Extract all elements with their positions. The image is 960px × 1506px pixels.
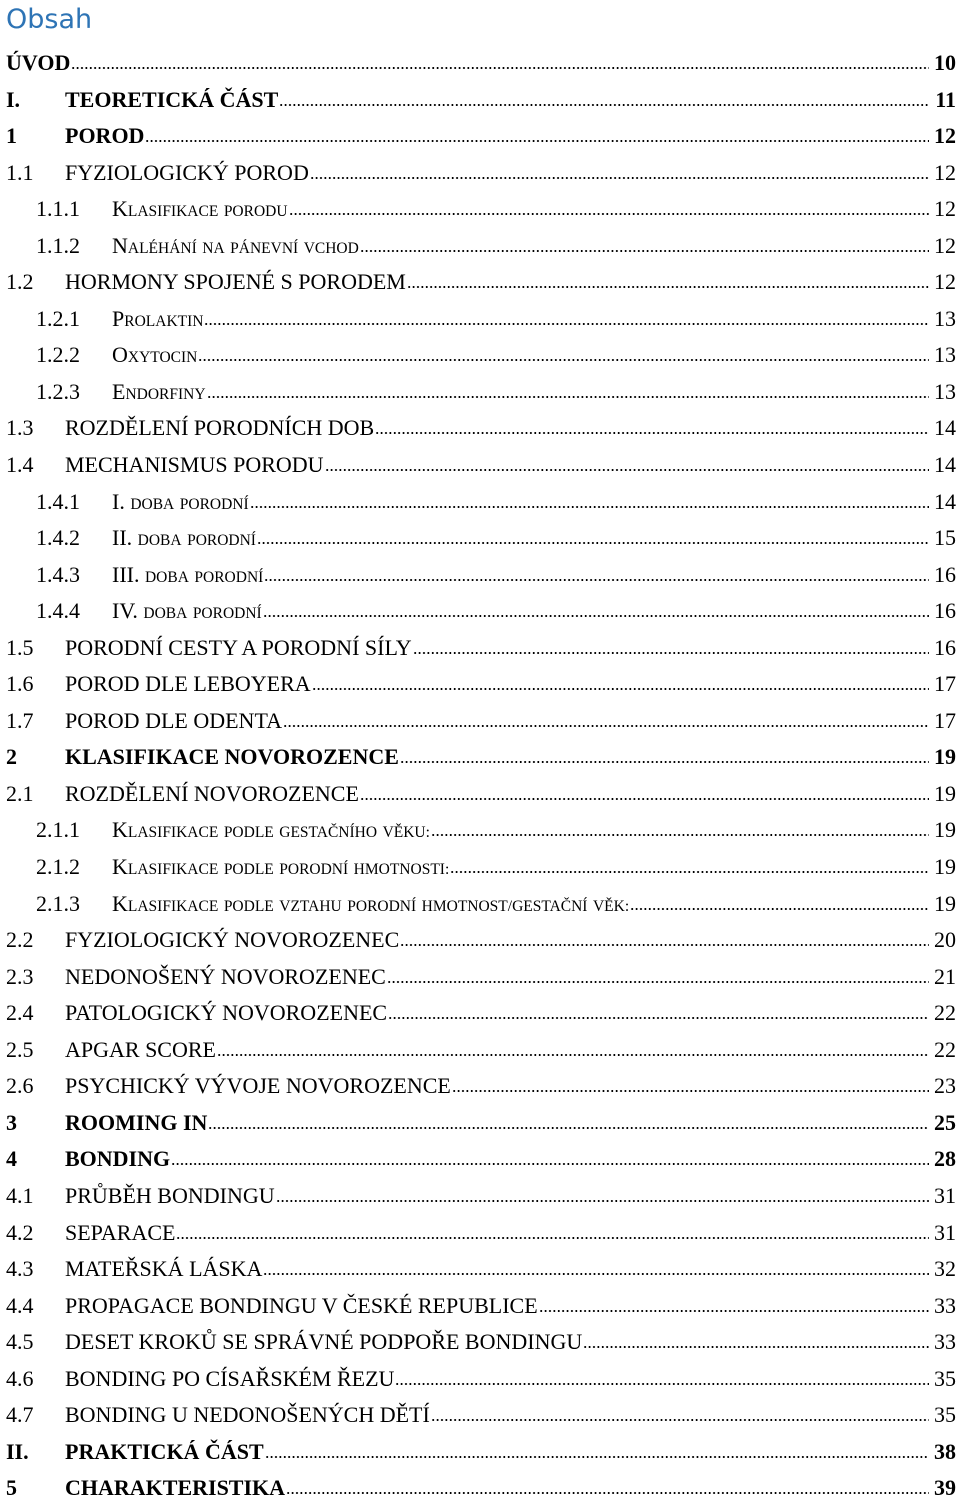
toc-entry[interactable] [6, 781, 956, 807]
toc-row[interactable] [0, 117, 960, 154]
toc-entry-title: IV. DOBA PORODNÍ [112, 598, 262, 624]
dot-leader [263, 598, 929, 618]
toc-page-number: 19 [934, 780, 956, 806]
toc-page-number: 13 [934, 305, 956, 331]
dot-leader [400, 927, 929, 947]
toc-page-number: 31 [934, 1219, 956, 1245]
toc-page-number: 12 [934, 269, 956, 295]
toc-entry-title: ROZDĚLENÍ PORODNÍCH DOB [65, 415, 375, 441]
toc-page-number: 19 [934, 854, 956, 880]
toc-row[interactable] [0, 373, 960, 410]
toc-entry-title: ROZDĚLENÍ NOVOROZENCE [65, 780, 359, 806]
toc-row[interactable] [0, 1433, 960, 1470]
toc-entry-number: 4.2 [6, 1219, 34, 1245]
toc-entry-number: 1.6 [6, 671, 34, 697]
toc-entry-title: I. DOBA PORODNÍ [112, 488, 249, 514]
toc-entry[interactable] [6, 1073, 956, 1099]
toc-page-number: 32 [934, 1256, 956, 1282]
toc-entry-number: 2.1.2 [36, 854, 80, 880]
toc-row[interactable] [0, 592, 960, 629]
toc-entry-title: BONDING PO CÍSAŘSKÉM ŘEZU [65, 1365, 395, 1391]
page-title: Obsah [6, 4, 93, 35]
toc-entry[interactable] [6, 1439, 956, 1465]
toc-entry[interactable] [6, 1475, 956, 1501]
dot-leader [145, 123, 929, 143]
toc-entry[interactable] [6, 1037, 956, 1063]
dot-leader [263, 1256, 929, 1276]
toc-page-number: 28 [934, 1146, 956, 1172]
toc-row[interactable] [0, 958, 960, 995]
dot-leader [204, 306, 929, 326]
toc-page-number: 21 [934, 963, 956, 989]
toc-entry-number: 2.1.1 [36, 817, 80, 843]
toc-entry[interactable] [6, 671, 956, 697]
toc-entry[interactable] [6, 1366, 956, 1392]
toc-row[interactable] [0, 702, 960, 739]
dot-leader [176, 1220, 929, 1240]
toc-row[interactable] [0, 190, 960, 227]
toc-row[interactable] [0, 409, 960, 446]
toc-row[interactable] [0, 556, 960, 593]
toc-row[interactable] [0, 848, 960, 885]
toc-entry-title: III. DOBA PORODNÍ [112, 561, 264, 587]
toc-row[interactable] [0, 227, 960, 264]
toc-row[interactable] [0, 921, 960, 958]
toc-entry-title: KLASIFIKACE PODLE GESTAČNÍHO VĚKU: [112, 817, 430, 843]
toc-entry-number: 4.6 [6, 1365, 34, 1391]
toc-row[interactable] [0, 1177, 960, 1214]
toc-entry-title: HORMONY SPOJENÉ S PORODEM [65, 269, 406, 295]
toc-row[interactable] [0, 885, 960, 922]
dot-leader [310, 160, 929, 180]
toc-entry[interactable] [6, 1000, 956, 1026]
toc-row[interactable] [0, 775, 960, 812]
toc-page-number: 15 [934, 525, 956, 551]
dot-leader [279, 87, 929, 107]
toc-entry[interactable] [6, 964, 956, 990]
toc-entry-number: 4.1 [6, 1182, 34, 1208]
dot-leader [289, 196, 929, 216]
toc-entry-title: PORODNÍ CESTY A PORODNÍ SÍLY [65, 634, 412, 660]
dot-leader [283, 708, 929, 728]
toc-entry-title: KLASIFIKACE NOVOROZENCE [65, 744, 399, 770]
dot-leader [375, 415, 929, 435]
dot-leader [312, 671, 929, 691]
toc-page-number: 17 [934, 671, 956, 697]
toc-page-number: 22 [934, 1000, 956, 1026]
toc-entry-title: ROOMING IN [65, 1109, 208, 1135]
dot-leader [276, 1183, 929, 1203]
toc-entry-title: TEORETICKÁ ČÁST [65, 86, 279, 112]
toc-row[interactable] [0, 811, 960, 848]
toc-row[interactable] [0, 1104, 960, 1141]
toc-page-number: 35 [934, 1365, 956, 1391]
toc-row[interactable] [0, 1250, 960, 1287]
toc-page-number: 14 [934, 415, 956, 441]
toc-entry[interactable] [36, 598, 956, 627]
toc-entry-title: MECHANISMUS PORODU [65, 452, 324, 478]
toc-entry-title: ENDORFINY [112, 378, 206, 404]
toc-row[interactable] [0, 154, 960, 191]
dot-leader [395, 1366, 929, 1386]
dot-leader [431, 817, 929, 837]
toc-entry[interactable] [6, 452, 956, 478]
toc-entry[interactable] [36, 489, 956, 518]
toc-page-number: 25 [934, 1109, 956, 1135]
dot-leader [217, 1037, 929, 1057]
dot-leader [452, 1073, 929, 1093]
dot-leader [360, 781, 929, 801]
toc-entry-title: BONDING U NEDONOŠENÝCH DĚTÍ [65, 1402, 430, 1428]
toc-row[interactable] [0, 1067, 960, 1104]
toc-entry[interactable] [36, 525, 956, 554]
toc-entry-number: 1.4.2 [36, 525, 80, 551]
toc-row[interactable] [0, 1323, 960, 1360]
toc-row[interactable] [0, 1214, 960, 1251]
toc-entry-number: ÚVOD [6, 50, 71, 75]
toc-entry-title: FYZIOLOGICKÝ POROD [65, 159, 309, 185]
toc-entry-number: 1.4.4 [36, 598, 80, 624]
toc-entry-title: II. DOBA PORODNÍ [112, 525, 256, 551]
toc-entry-title: PRAKTICKÁ ČÁST [65, 1438, 264, 1464]
toc-entry-title: POROD DLE LEBOYERA [65, 671, 311, 697]
toc-entry-number: 1.5 [6, 634, 34, 660]
toc-entry-number: 5 [6, 1475, 17, 1501]
toc-row[interactable] [0, 1031, 960, 1068]
dot-leader [250, 489, 929, 509]
toc-row[interactable] [0, 1287, 960, 1324]
toc-row[interactable] [0, 81, 960, 118]
toc-entry-number: 2.3 [6, 963, 34, 989]
toc-page-number: 22 [934, 1036, 956, 1062]
toc-row[interactable] [0, 263, 960, 300]
dot-leader [198, 342, 929, 362]
toc-page-number: 33 [934, 1329, 956, 1355]
toc-entry[interactable] [6, 123, 956, 149]
toc-page-number: 16 [934, 634, 956, 660]
toc-entry[interactable] [6, 1220, 956, 1246]
toc-entry-number: 1.2 [6, 269, 34, 295]
toc-row[interactable] [0, 300, 960, 337]
toc-entry[interactable] [6, 1183, 956, 1209]
dot-leader [387, 964, 929, 984]
toc-row[interactable] [0, 629, 960, 666]
dot-leader [450, 854, 929, 874]
toc-page-number: 12 [934, 196, 956, 222]
dot-leader [71, 50, 929, 70]
toc-row[interactable] [0, 1360, 960, 1397]
toc-entry[interactable] [36, 342, 956, 371]
dot-leader [388, 1000, 929, 1020]
toc-entry-number: 1 [6, 123, 17, 149]
toc-entry-number: 1.1.1 [36, 196, 80, 222]
dot-leader [286, 1475, 929, 1495]
toc-entry-number: 2.5 [6, 1036, 34, 1062]
toc-entry-title: POROD DLE ODENTA [65, 707, 283, 733]
toc-entry-title: OXYTOCIN [112, 342, 198, 368]
toc-entry[interactable] [36, 379, 956, 408]
toc-entry-number: 2.1.3 [36, 890, 80, 916]
toc-entry[interactable] [36, 854, 956, 883]
dot-leader [413, 635, 929, 655]
dot-leader [630, 891, 929, 911]
toc-entry-title: PROLAKTIN [112, 305, 204, 331]
toc-entry-title: SEPARACE [65, 1219, 176, 1245]
toc-page-number: 19 [934, 817, 956, 843]
toc-entry-number: 2 [6, 744, 17, 770]
toc-entry[interactable] [36, 891, 956, 920]
toc-entry-title: PATOLOGICKÝ NOVOROZENEC [65, 1000, 388, 1026]
toc-entry-number: 1.1.2 [36, 232, 80, 258]
toc-entry-number: 4.3 [6, 1256, 34, 1282]
toc-entry[interactable] [6, 635, 956, 661]
toc-entry-title: POROD [65, 123, 145, 149]
toc-entry[interactable] [6, 1256, 956, 1282]
toc-entry[interactable] [6, 1329, 956, 1355]
toc-page-number: 20 [934, 927, 956, 953]
table-of-contents [0, 44, 960, 1506]
toc-entry[interactable] [6, 708, 956, 734]
toc-entry-title: APGAR SCORE [65, 1036, 216, 1062]
dot-leader [539, 1293, 929, 1313]
toc-entry-number: 4.5 [6, 1329, 34, 1355]
toc-entry[interactable] [6, 87, 956, 113]
toc-page-number: 33 [934, 1292, 956, 1318]
toc-entry[interactable] [6, 1402, 956, 1428]
toc-page-number: 12 [934, 232, 956, 258]
toc-entry-number: 4 [6, 1146, 17, 1172]
toc-page-number: 23 [934, 1073, 956, 1099]
toc-entry-title: PRŮBĚH BONDINGU [65, 1182, 275, 1208]
dot-leader [325, 452, 929, 472]
toc-entry-title: PROPAGACE BONDINGU V ČESKÉ REPUBLICE [65, 1292, 538, 1318]
toc-entry-number: 3 [6, 1109, 17, 1135]
toc-page-number: 31 [934, 1182, 956, 1208]
toc-entry-number: 1.1 [6, 159, 34, 185]
toc-page-number: 11 [935, 86, 956, 112]
toc-entry-number: 4.7 [6, 1402, 34, 1428]
toc-entry-title: DESET KROKŮ SE SPRÁVNÉ PODPOŘE BONDINGU [65, 1329, 583, 1355]
toc-page-number: 39 [934, 1475, 956, 1501]
toc-row[interactable] [0, 738, 960, 775]
toc-entry-number: 1.2.2 [36, 342, 80, 368]
toc-entry-title: NEDONOŠENÝ NOVOROZENEC [65, 963, 386, 989]
toc-row[interactable] [0, 519, 960, 556]
dot-leader [264, 562, 929, 582]
dot-leader [208, 1110, 929, 1130]
toc-entry-title: BONDING [65, 1146, 171, 1172]
toc-row[interactable] [0, 446, 960, 483]
toc-page-number: 16 [934, 561, 956, 587]
toc-page-number: 14 [934, 488, 956, 514]
toc-entry[interactable] [6, 269, 956, 295]
toc-page-number: 16 [934, 598, 956, 624]
toc-entry-number: 2.6 [6, 1073, 34, 1099]
toc-entry-title: CHARAKTERISTIKA [65, 1475, 286, 1501]
toc-page-number: 12 [934, 123, 956, 149]
toc-entry[interactable] [6, 160, 956, 186]
toc-entry[interactable] [6, 1146, 956, 1172]
toc-entry-number: 1.4 [6, 452, 34, 478]
toc-page-number: 19 [934, 744, 956, 770]
toc-entry-title: KLASIFIKACE PODLE PORODNÍ HMOTNOSTI: [112, 854, 450, 880]
toc-entry-number: 2.1 [6, 780, 34, 806]
toc-row[interactable] [0, 665, 960, 702]
toc-page-number: 13 [934, 342, 956, 368]
dot-leader [583, 1329, 929, 1349]
toc-entry[interactable] [6, 744, 956, 770]
toc-entry[interactable] [6, 927, 956, 953]
toc-entry-number: 1.2.3 [36, 378, 80, 404]
toc-page-number: 13 [934, 378, 956, 404]
toc-page-number: 38 [934, 1438, 956, 1464]
toc-entry[interactable] [6, 415, 956, 441]
toc-entry-title: KLASIFIKACE PODLE VZTAHU PORODNÍ HMOTNOST/GESTAČNÍ VĚK: [112, 890, 630, 916]
toc-page-number: 17 [934, 707, 956, 733]
toc-entry-title: KLASIFIKACE PORODU [112, 196, 288, 222]
toc-entry-number: 2.4 [6, 1000, 34, 1026]
toc-page-number: 12 [934, 159, 956, 185]
toc-entry[interactable] [36, 562, 956, 591]
toc-entry-title: NALÉHÁNÍ NA PÁNEVNÍ VCHOD [112, 232, 359, 258]
dot-leader [360, 233, 929, 253]
toc-entry-number: 1.3 [6, 415, 34, 441]
toc-entry-number: 1.4.3 [36, 561, 80, 587]
toc-page-number: 14 [934, 452, 956, 478]
dot-leader [171, 1146, 929, 1166]
toc-entry-number: I. [6, 86, 21, 112]
toc-entry[interactable] [6, 50, 956, 76]
toc-entry-number: 4.4 [6, 1292, 34, 1318]
toc-entry[interactable] [36, 306, 956, 335]
toc-page-number: 35 [934, 1402, 956, 1428]
toc-row[interactable] [0, 994, 960, 1031]
toc-row[interactable] [0, 1140, 960, 1177]
dot-leader [257, 525, 929, 545]
dot-leader [265, 1439, 929, 1459]
toc-entry[interactable] [36, 233, 956, 262]
dot-leader [431, 1402, 929, 1422]
toc-entry-title: PSYCHICKÝ VÝVOJE NOVOROZENCE [65, 1073, 451, 1099]
toc-page-number: 10 [934, 50, 956, 75]
toc-entry-number: 1.2.1 [36, 305, 80, 331]
dot-leader [207, 379, 929, 399]
dot-leader [407, 269, 929, 289]
toc-row[interactable] [0, 1469, 960, 1506]
toc-row[interactable] [0, 1396, 960, 1433]
toc-entry-number: 1.7 [6, 707, 34, 733]
toc-entry-title: FYZIOLOGICKÝ NOVOROZENEC [65, 927, 400, 953]
toc-page-number: 19 [934, 890, 956, 916]
toc-entry-number: II. [6, 1438, 29, 1464]
toc-entry[interactable] [36, 817, 956, 846]
toc-entry[interactable] [36, 196, 956, 225]
toc-entry-title: MATEŘSKÁ LÁSKA [65, 1256, 263, 1282]
toc-entry[interactable] [6, 1110, 956, 1136]
toc-entry[interactable] [6, 1293, 956, 1319]
toc-row[interactable] [0, 336, 960, 373]
toc-entry-number: 2.2 [6, 927, 34, 953]
toc-entry-number: 1.4.1 [36, 488, 80, 514]
toc-row[interactable] [0, 44, 960, 81]
toc-row[interactable] [0, 483, 960, 520]
dot-leader [400, 744, 929, 764]
